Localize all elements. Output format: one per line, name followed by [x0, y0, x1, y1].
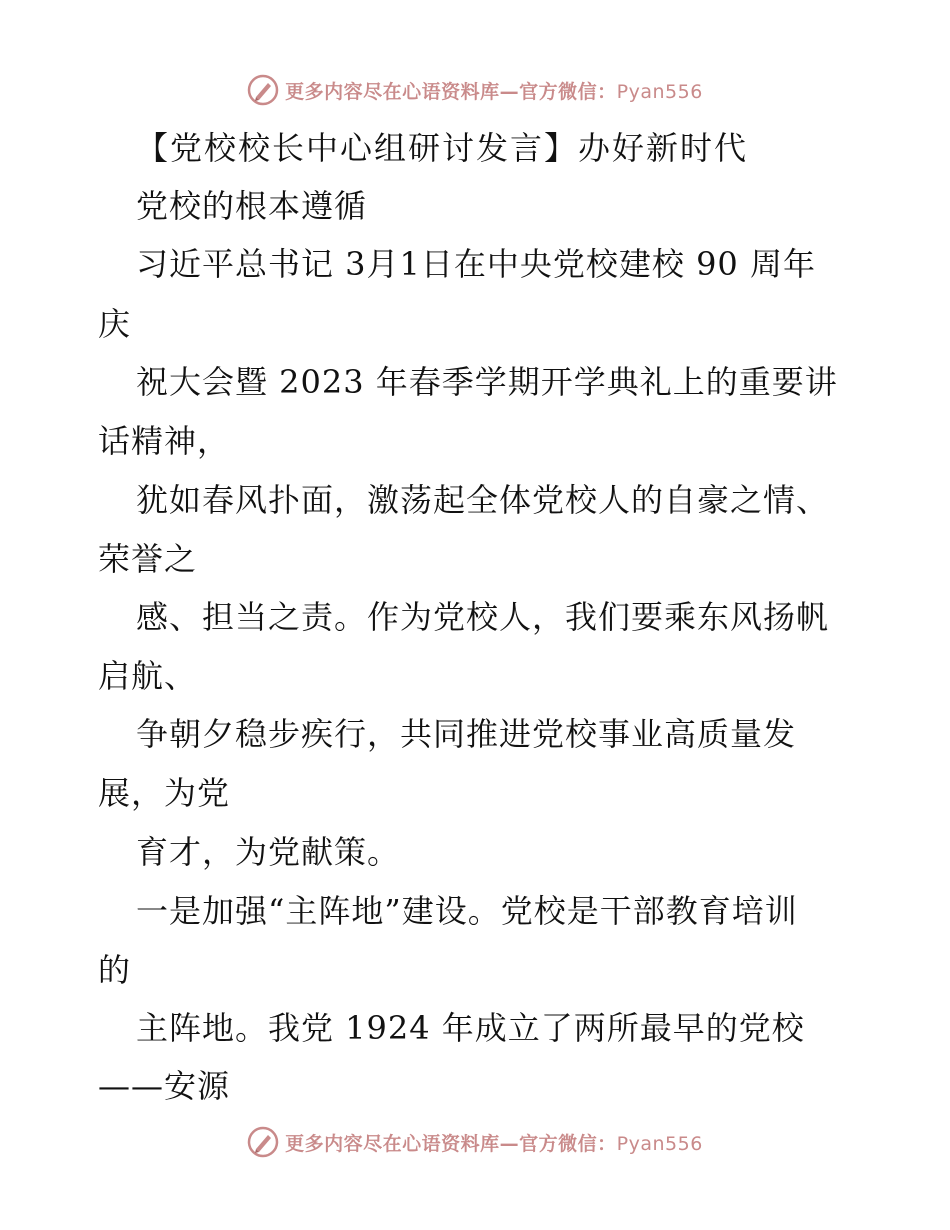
document-title-line-1: 【党校校长中心组研讨发言】办好新时代 — [136, 129, 749, 167]
paragraph-line: 争朝夕稳步疾行，共同推进党校事业高质量发 — [136, 715, 797, 753]
pen-logo-icon — [247, 1126, 279, 1158]
paragraph-line: 荣誉之 — [98, 540, 198, 578]
paragraph-line: 话精神， — [98, 422, 231, 460]
header-watermark — [0, 70, 950, 110]
watermark-text: 更多内容尽在心语资料库—官方微信：Pyan556 — [285, 1132, 703, 1155]
paragraph-line: 犹如春风扑面，激荡起全体党校人的自豪之情、 — [136, 481, 830, 519]
paragraph-line: 习近平总书记 3月1日在中央党校建校 90 周年 — [136, 245, 816, 283]
document-title-line-2: 党校的根本遵循 — [136, 187, 368, 225]
paragraph-line: 感、担当之责。作为党校人，我们要乘东风扬帆 — [136, 598, 830, 636]
watermark-text: 更多内容尽在心语资料库—官方微信：Pyan556 — [285, 80, 703, 103]
paragraph-line: 祝大会暨 2023 年春季学期开学典礼上的重要讲 — [136, 363, 838, 401]
paragraph-line: 一是加强“主阵地”建设。党校是干部教育培训 — [136, 892, 798, 930]
paragraph-line: 育才，为党献策。 — [136, 833, 401, 871]
pen-logo-icon — [247, 74, 279, 106]
paragraph-line: 主阵地。我党 1924 年成立了两所最早的党校 — [136, 1009, 805, 1047]
paragraph-line: 庆 — [98, 305, 132, 343]
footer-watermark — [0, 1122, 950, 1162]
paragraph-line: 展，为党 — [98, 774, 231, 812]
paragraph-line: ——安源 — [98, 1067, 231, 1105]
paragraph-line: 的 — [98, 951, 132, 989]
watermark-wechat-id: Pyan556 — [616, 1132, 703, 1155]
watermark-wechat-id: Pyan556 — [616, 80, 703, 103]
paragraph-line: 启航、 — [98, 657, 198, 695]
